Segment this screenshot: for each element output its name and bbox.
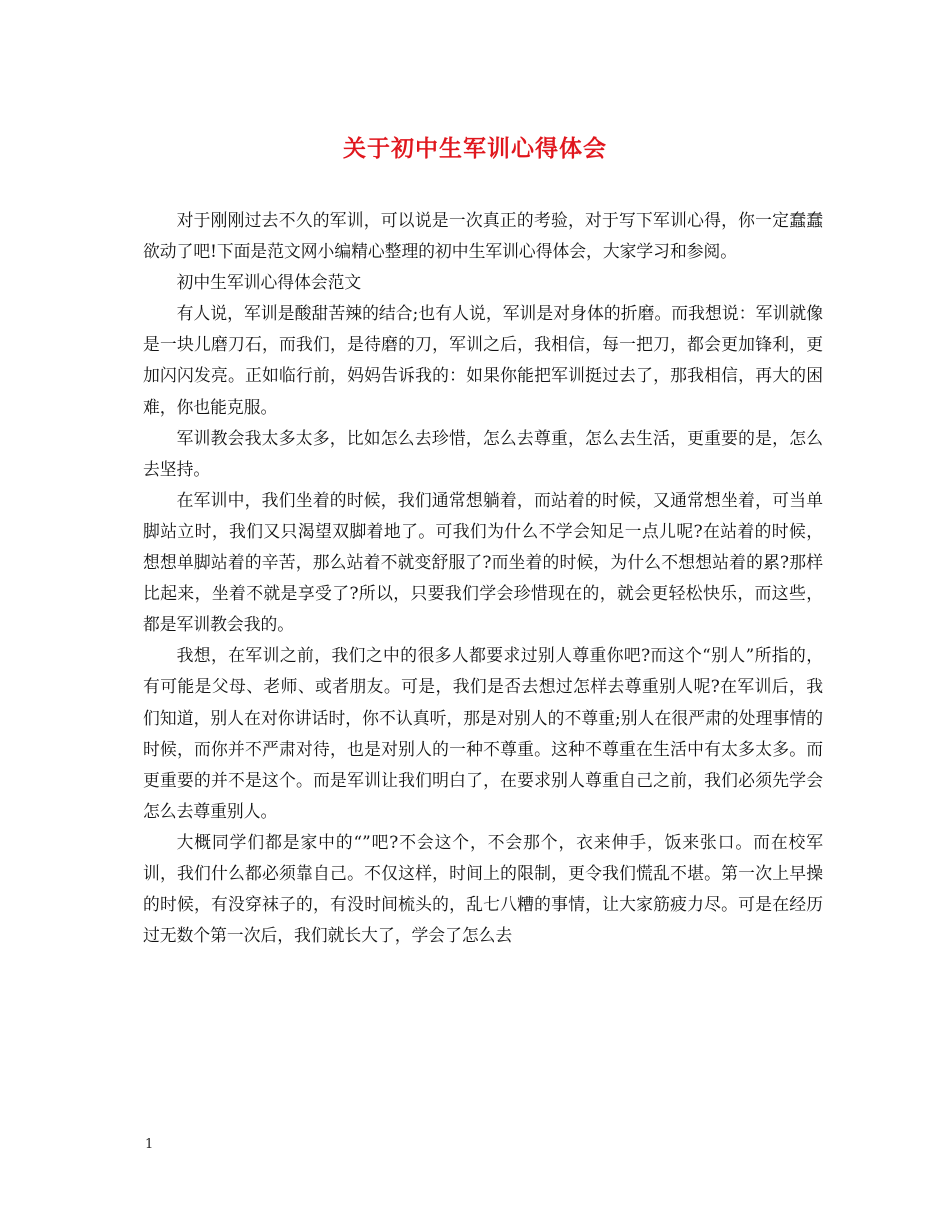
paragraph: 我想，在军训之前，我们之中的很多人都要求过别人尊重你吧?而这个“别人”所指的，有可能是父母、老师、或者朋友。可是，我们是否去想过怎样去尊重别人呢?在军训后，我们知道，别人在对你讲话时，你不认真听，那是对别人的不尊重;别人在很严肃的处理事情的时候，而你并不严肃对待，也是对别人的一种不尊重。这种不尊重在生活中有太多太多。而更重要的并不是这个。而是军训让我们明白了，在要求别人尊重自己之前，我们必须先学会怎么去尊重别人。 (143, 645, 823, 821)
paragraph: 军训教会我太多太多，比如怎么去珍惜，怎么去尊重，怎么去生活，更重要的是，怎么去坚持。 (143, 427, 823, 479)
paragraph: 大概同学们都是家中的“”吧?不会这个，不会那个，衣来伸手，饭来张口。而在校军训，我们什么都必须靠自己。不仅这样，时间上的限制，更令我们慌乱不堪。第一次上早操的时候，有没穿袜子的，有没时间梳头的，乱七八糟的事情，让大家筋疲力尽。可是在经历过无数个第一次后，我们就长大了，学会了怎么去 (143, 831, 823, 946)
page-number: 1 (145, 1137, 154, 1152)
document-title: 关于初中生军训心得体会 (343, 135, 607, 162)
paragraph-intro: 对于刚刚过去不久的军训，可以说是一次真正的考验，对于写下军训心得，你一定蠢蠢欲动了吧!下面是范文网小编精心整理的初中生军训心得体会，大家学习和参阅。 (143, 210, 823, 262)
paragraph: 在军训中，我们坐着的时候，我们通常想躺着，而站着的时候，又通常想坐着，可当单脚站立时，我们又只渴望双脚着地了。可我们为什么不学会知足一点儿呢?在站着的时候，想想单脚站着的辛苦，那么站着不就变舒服了?而坐着的时候，为什么不想想站着的累?那样比起来，坐着不就是享受了?所以，只要我们学会珍惜现在的，就会更轻松快乐，而这些，都是军训教会我的。 (143, 489, 823, 635)
paragraph: 有人说，军训是酸甜苦辣的结合;也有人说，军训是对身体的折磨。而我想说：军训就像是一块儿磨刀石，而我们，是待磨的刀，军训之后，我相信，每一把刀，都会更加锋利，更加闪闪发亮。正如临行前，妈妈告诉我的：如果你能把军训挺过去了，那我相信，再大的困难，你也能克服。 (143, 303, 823, 417)
document-body (143, 205, 823, 951)
paragraph-subheading: 初中生军训心得体会范文 (176, 272, 362, 293)
